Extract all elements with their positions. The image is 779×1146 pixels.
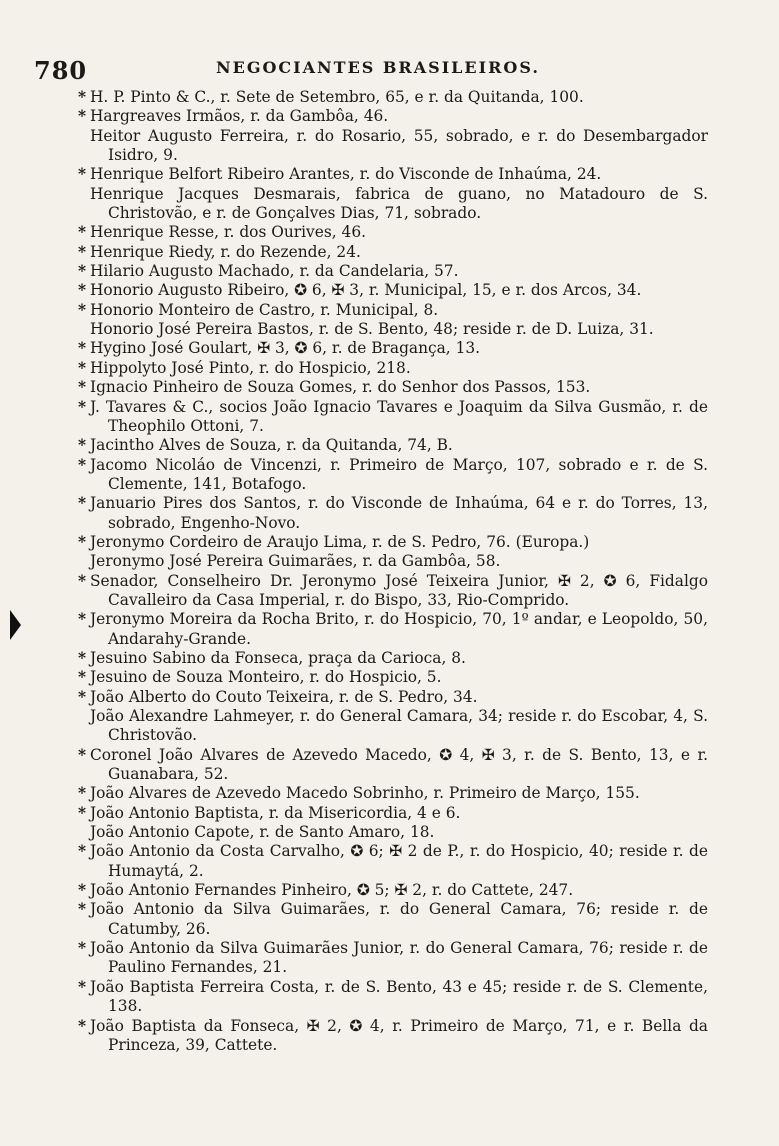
entry-text: H. P. Pinto & C., r. Sete de Setembro, 65, e r. da Quitanda, 100. xyxy=(90,88,584,106)
entry-marker: * xyxy=(78,842,87,861)
entry-text: Henrique Riedy, r. do Rezende, 24. xyxy=(90,242,361,261)
entry-text: Jacomo Nicoláo de Vincenzi, r. Primeiro de Março, 107, sobrado e r. de S. Clemente, 141, Botafogo. xyxy=(90,455,708,493)
entry-text: Hygino José Goulart, ✠ 3, ✪ 6, r. de Bragança, 13. xyxy=(90,339,481,358)
list-item xyxy=(78,398,708,437)
merchant-list xyxy=(78,88,708,1055)
list-item xyxy=(78,804,708,823)
entry-text: Honorio Monteiro de Castro, r. Municipal, 8. xyxy=(90,300,439,319)
entry-marker: * xyxy=(78,262,87,281)
entry-marker: * xyxy=(78,378,87,397)
list-item xyxy=(78,107,708,126)
entry-text: Januario Pires dos Santos, r. do Visconde de Inhaúma, 64 e r. do Torres, 13, sobrado, Engenho-Novo. xyxy=(90,494,708,532)
entry-text: Jeronymo Moreira da Rocha Brito, r. do Hospicio, 70, 1º andar, e Leopoldo, 50, Andarahy-Grande. xyxy=(90,610,708,648)
entry-text: João Antonio Baptista, r. da Misericordia, 4 e 6. xyxy=(90,803,461,822)
list-item xyxy=(78,1017,708,1056)
entry-text: Henrique Resse, r. dos Ourives, 46. xyxy=(90,223,367,242)
entry-marker: * xyxy=(78,532,87,551)
entry-marker: * xyxy=(78,900,87,919)
entry-text: Jesuino de Souza Monteiro, r. do Hospicio, 5. xyxy=(90,668,442,687)
entry-text: Hippolyto José Pinto, r. do Hospicio, 218. xyxy=(90,358,411,377)
entry-text: Senador, Conselheiro Dr. Jeronymo José Teixeira Junior, ✠ 2, ✪ 6, Fidalgo Cavalleiro da Casa Imperial, r. do Bispo, 33, Rio-Comprido. xyxy=(90,571,708,609)
entry-text: João Antonio da Silva Guimarães, r. do General Camara, 76; reside r. de Catumby, 26. xyxy=(90,900,708,938)
entry-marker: * xyxy=(78,745,87,764)
entry-text: João Antonio Capote, r. de Santo Amaro, 18. xyxy=(90,823,435,842)
entry-marker: * xyxy=(78,494,87,513)
entry-marker: * xyxy=(78,881,87,900)
entry-marker: * xyxy=(78,242,87,261)
list-item xyxy=(78,900,708,939)
list-item xyxy=(78,688,708,707)
list-item xyxy=(78,165,708,184)
list-item xyxy=(78,842,708,881)
entry-marker: * xyxy=(78,571,87,590)
entry-marker: * xyxy=(78,223,87,242)
list-item xyxy=(78,127,708,166)
list-item xyxy=(78,359,708,378)
list-item xyxy=(78,456,708,495)
list-item xyxy=(78,572,708,611)
entry-text: João Antonio Fernandes Pinheiro, ✪ 5; ✠ 2, r. do Cattete, 247. xyxy=(90,881,574,900)
list-item xyxy=(78,649,708,668)
entry-marker: * xyxy=(78,1016,87,1035)
entry-text: J. Tavares & C., socios João Ignacio Tavares e Joaquim da Silva Gusmão, r. de Theophilo Ottoni, 7. xyxy=(90,397,708,435)
entry-marker: * xyxy=(78,358,87,377)
entry-text: João Baptista Ferreira Costa, r. de S. Bento, 43 e 45; reside r. de S. Clemente, 138. xyxy=(90,977,708,1016)
list-item xyxy=(78,978,708,1017)
page-number: 780 xyxy=(34,56,88,85)
entry-text: Honorio Augusto Ribeiro, ✪ 6, ✠ 3, r. Municipal, 15, e r. dos Arcos, 34. xyxy=(90,281,642,300)
list-item xyxy=(78,823,708,842)
list-item xyxy=(78,668,708,687)
running-title: NEGOCIANTES BRASILEIROS. xyxy=(216,58,540,77)
entry-text: Heitor Augusto Ferreira, r. do Rosario, 55, sobrado, e r. do Desembargador Isidro, 9. xyxy=(90,126,708,165)
list-item xyxy=(78,339,708,358)
entry-text: Honorio José Pereira Bastos, r. de S. Bento, 48; reside r. de D. Luiza, 31. xyxy=(90,320,654,339)
entry-text: João Baptista da Fonseca, ✠ 2, ✪ 4, r. Primeiro de Março, 71, e r. Bella da Princeza, 39, Cattete. xyxy=(90,1016,708,1054)
list-item xyxy=(78,939,708,978)
list-item xyxy=(78,746,708,785)
list-item xyxy=(78,707,708,746)
entry-marker: * xyxy=(78,455,87,474)
entry-marker: * xyxy=(78,397,87,416)
entry-marker: * xyxy=(78,165,87,184)
entry-text: Hargreaves Irmãos, r. da Gambôa, 46. xyxy=(90,107,389,126)
entry-text: Jeronymo Cordeiro de Araujo Lima, r. de S. Pedro, 76. (Europa.) xyxy=(90,532,590,551)
margin-arrow-icon xyxy=(10,610,21,640)
entry-marker: * xyxy=(78,107,87,126)
list-item xyxy=(78,533,708,552)
list-item xyxy=(78,881,708,900)
list-item xyxy=(78,378,708,397)
list-item xyxy=(78,243,708,262)
entry-marker: * xyxy=(78,939,87,958)
list-item xyxy=(78,262,708,281)
list-item xyxy=(78,301,708,320)
list-item xyxy=(78,320,708,339)
entry-text: Jeronymo José Pereira Guimarães, r. da Gambôa, 58. xyxy=(90,552,501,571)
list-item xyxy=(78,281,708,300)
entry-marker: * xyxy=(78,300,87,319)
entry-marker: * xyxy=(78,668,87,687)
list-item xyxy=(78,494,708,533)
entry-marker: * xyxy=(78,977,87,996)
entry-marker: * xyxy=(78,436,87,455)
list-item xyxy=(78,784,708,803)
entry-text: João Antonio da Silva Guimarães Junior, r. do General Camara, 76; reside r. de Paulino Fernandes, 21. xyxy=(90,939,708,977)
entry-text: Henrique Jacques Desmarais, fabrica de guano, no Matadouro de S. Christovão, e r. de Gonçalves Dias, 71, sobrado. xyxy=(90,184,708,223)
entry-text: Jacintho Alves de Souza, r. da Quitanda, 74, B. xyxy=(90,436,453,455)
list-item xyxy=(78,610,708,649)
entry-marker: * xyxy=(78,784,87,803)
entry-text: Jesuino Sabino da Fonseca, praça da Carioca, 8. xyxy=(90,648,466,667)
list-item xyxy=(78,88,708,107)
entry-marker: * xyxy=(78,687,87,706)
entry-text: João Alberto do Couto Teixeira, r. de S. Pedro, 34. xyxy=(90,687,478,706)
list-item xyxy=(78,223,708,242)
list-item xyxy=(78,552,708,571)
entry-marker: * xyxy=(78,610,87,629)
entry-text: Henrique Belfort Ribeiro Arantes, r. do Visconde de Inhaúma, 24. xyxy=(90,165,602,184)
entry-marker: * xyxy=(78,803,87,822)
entry-marker: * xyxy=(78,339,87,358)
entry-marker: * xyxy=(78,281,87,300)
entry-marker: * xyxy=(78,88,87,106)
entry-text: Hilario Augusto Machado, r. da Candelaria, 57. xyxy=(90,262,459,281)
entry-text: João Alexandre Lahmeyer, r. do General Camara, 34; reside r. do Escobar, 4, S. Christovão. xyxy=(90,707,708,745)
list-item xyxy=(78,185,708,224)
entry-text: Coronel João Alvares de Azevedo Macedo, ✪ 4, ✠ 3, r. de S. Bento, 13, e r. Guanabara, 52. xyxy=(90,745,708,784)
entry-marker: * xyxy=(78,648,87,667)
list-item xyxy=(78,436,708,455)
entry-text: João Antonio da Costa Carvalho, ✪ 6; ✠ 2 de P., r. do Hospicio, 40; reside r. de Humaytá, 2. xyxy=(90,842,708,880)
entry-text: João Alvares de Azevedo Macedo Sobrinho, r. Primeiro de Março, 155. xyxy=(90,784,640,803)
entry-text: Ignacio Pinheiro de Souza Gomes, r. do Senhor dos Passos, 153. xyxy=(90,378,591,397)
